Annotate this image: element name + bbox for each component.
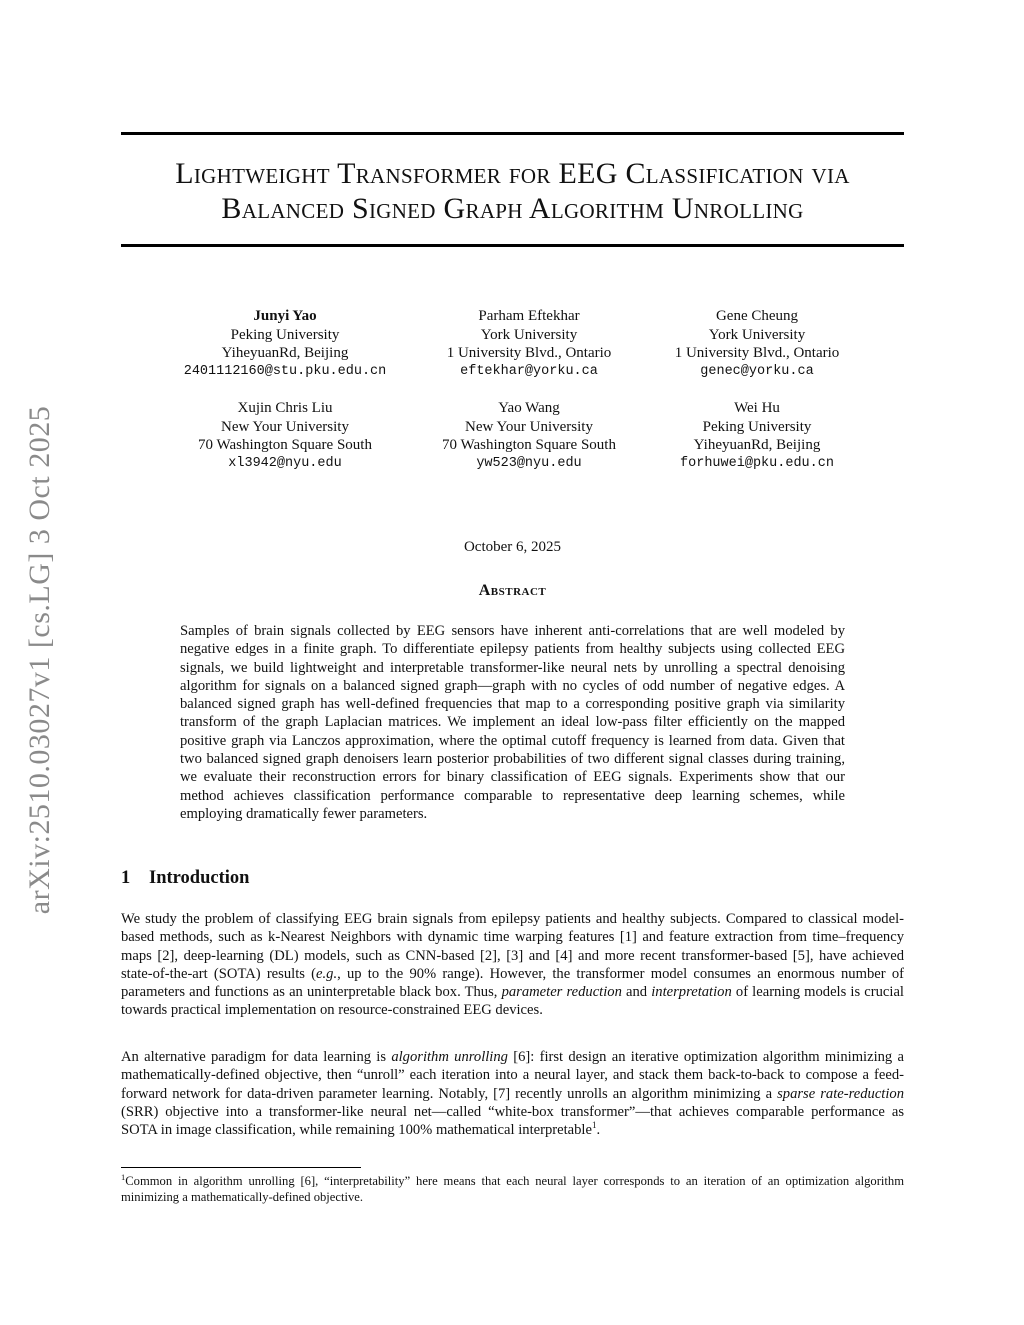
intro-paragraph-1 <box>121 910 904 1020</box>
author-address: 1 University Blvd., Ontario <box>446 345 612 362</box>
emphasis: sparse rate-reduction <box>777 1085 904 1102</box>
footnote-reference[interactable]: 1 <box>591 1120 597 1131</box>
text-run: . <box>596 1122 601 1139</box>
author-affiliation: York University <box>708 326 806 343</box>
author-affiliation: New Your University <box>221 418 349 435</box>
author-affiliation: New Your University <box>465 418 593 435</box>
author-name: Xujin Chris Liu <box>237 400 333 416</box>
publication-date: October 6, 2025 <box>463 539 562 555</box>
author-address: YiheyuanRd, Beijing <box>693 437 821 454</box>
author-block <box>155 307 415 381</box>
author-block <box>627 399 887 473</box>
section-title: Introduction <box>149 868 250 888</box>
arxiv-identifier: arXiv:2510.03027v1 [cs.LG] 3 Oct 2025 <box>23 405 56 915</box>
text-run: , up to the 90% range). However, the transformer model consumes an enormous number of parameters and functions as an uninterpretable black box. Thus, <box>121 965 904 1001</box>
footnote-mark: 1 <box>121 1171 126 1182</box>
text-run: [6]: first design an iterative optimization algorithm minimizing a mathematically-defined objective, then “unroll” each iteration into a neural layer, and stack them back-to-back to compose a feed-forward network for data-driven parameter learning. Notably, [7] recently unrolls an algorithm minimizing a <box>121 1049 904 1102</box>
text-run: and <box>621 984 652 1001</box>
author-name: Gene Cheung <box>715 308 799 324</box>
author-block <box>627 307 887 381</box>
author-email[interactable]: forhuwei@pku.edu.cn <box>680 455 834 471</box>
author-email[interactable]: 2401112160@stu.pku.edu.cn <box>183 363 387 379</box>
paper-title <box>121 156 904 226</box>
footnote <box>121 1173 904 1205</box>
intro-paragraph-2 <box>121 1048 904 1139</box>
section-heading-introduction <box>121 868 249 889</box>
abstract-heading: Abstract <box>478 582 547 599</box>
author-address: 1 University Blvd., Ontario <box>674 345 840 362</box>
author-affiliation: York University <box>480 326 578 343</box>
author-name: Wei Hu <box>734 400 780 416</box>
author-email[interactable]: yw523@nyu.edu <box>476 455 582 471</box>
author-block <box>399 307 659 381</box>
title-line-2: Balanced Signed Graph Algorithm Unrolling <box>221 192 804 225</box>
title-bottom-rule <box>121 244 904 247</box>
author-affiliation: Peking University <box>230 326 340 343</box>
author-name: Yao Wang <box>498 400 560 416</box>
abstract-text: Samples of brain signals collected by EEG sensors have inherent anti-correlations that are well modeled by negative edges in a finite graph. To differentiate epilepsy patients from healthy subjects using collected EEG signals, we build lightweight and interpretable transformer-like neural nets by unrolling a spectral denoising algorithm for signals on a balanced signed graph—graph with no cycles of odd number of negative edges. A balanced signed graph has well-defined frequencies that map to a corresponding positive graph via similarity transform of the graph Laplacian matrices. We implement an ideal low-pass filter efficiently on the mapped positive graph via Lanczos approximation, where the optimal cutoff frequency is learned from data. Given that two balanced signed graph denoisers learn posterior probabilities of two different signal classes during training, we evaluate their reconstruction errors for binary classification of EEG signals. Experiments show that our method achieves classification performance comparable to representative deep learning schemes, while employing dramatically fewer parameters. <box>180 623 845 822</box>
footnote-rule <box>121 1167 361 1168</box>
author-name: Junyi Yao <box>253 308 317 324</box>
author-block <box>399 399 659 473</box>
author-address: 70 Washington Square South <box>198 437 372 454</box>
section-number: 1 <box>121 868 131 888</box>
footnote-text: Common in algorithm unrolling [6], “interpretability” here means that each neural layer corresponds to an iteration of an optimization algorithm minimizing a mathematically-defined objective. <box>121 1174 904 1204</box>
author-email[interactable]: genec@yorku.ca <box>700 363 814 379</box>
title-line-1: Lightweight Transformer for EEG Classification via <box>175 157 850 190</box>
text-run: An alternative paradigm for data learning is <box>121 1049 392 1065</box>
author-email[interactable]: xl3942@nyu.edu <box>228 455 342 471</box>
title-top-rule <box>121 132 904 135</box>
text-run: of learning models is crucial towards practical implementation on resource-constrained EEG devices. <box>121 984 904 1019</box>
text-run: We study the problem of classifying EEG brain signals from epilepsy patients and healthy subjects. Compared to classical model-based methods, such as k-Nearest Neighbors with dynamic time warping features [1] and feature extraction from time–frequency maps [2], deep-learning (DL) models, such as CNN-based [2], [3] and [4] and more recent transformer-based [5], have achieved state-of-the-art (SOTA) results ( <box>121 911 904 982</box>
author-name: Parham Eftekhar <box>478 308 580 324</box>
author-email[interactable]: eftekhar@yorku.ca <box>460 363 598 379</box>
emphasis: e.g. <box>316 965 338 982</box>
author-address: YiheyuanRd, Beijing <box>221 345 349 362</box>
author-address: 70 Washington Square South <box>442 437 616 454</box>
author-affiliation: Peking University <box>702 418 812 435</box>
emphasis: interpretation <box>651 984 732 1001</box>
author-block <box>155 399 415 473</box>
emphasis: algorithm unrolling <box>391 1049 508 1065</box>
emphasis: parameter reduction <box>501 984 622 1001</box>
text-run: (SRR) objective into a transformer-like neural net—called “white-box transformer”—that achieves comparable performance as SOTA in image classification, while remaining 100% mathematical interpretable <box>121 1103 904 1139</box>
